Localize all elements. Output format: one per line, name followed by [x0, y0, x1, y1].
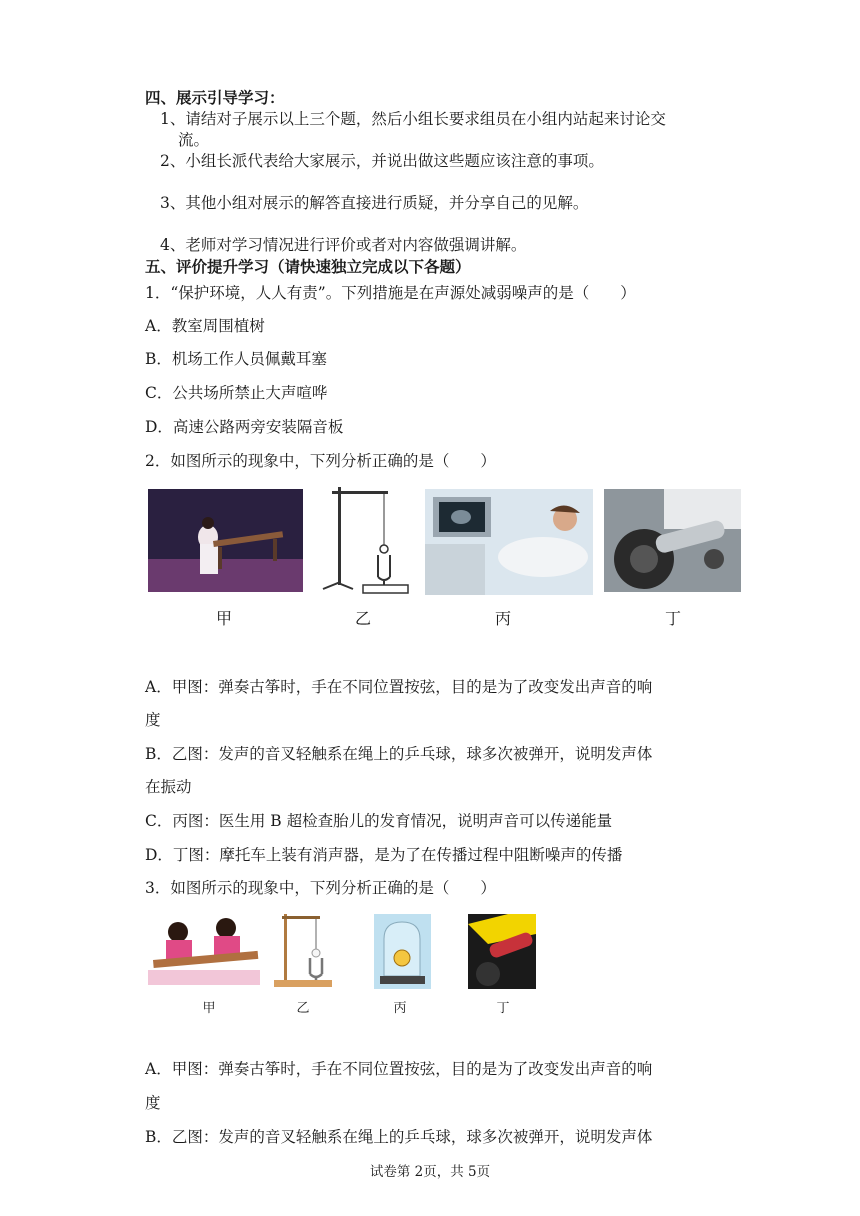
q2-caption-yi: 乙 [354, 609, 371, 628]
tuning-fork-ball-photo [270, 910, 335, 990]
q2-option-a-cont: 度 [145, 711, 161, 729]
page-footer: 试卷第 2页，共 5页 [369, 1164, 491, 1180]
ultrasound-exam-photo [425, 489, 593, 595]
section4-item-4: 4、老师对学习情况进行评价或者对内容做强调讲解。 [160, 236, 527, 254]
q1-stem: 1．“保护环境，人人有责”。下列措施是在声源处减弱噪声的是（ ） [145, 284, 636, 302]
girls-guzheng-photo [148, 910, 260, 985]
q2-option-a: A．甲图：弹奏古筝时，手在不同位置按弦，目的是为了改变发出声音的响 [145, 678, 653, 696]
q1-option-b: B．机场工作人员佩戴耳塞 [145, 350, 327, 368]
q2-option-c: C．丙图：医生用 B 超检查胎儿的发育情况，说明声音可以传递能量 [145, 812, 613, 830]
motorcycle-exhaust-photo [468, 914, 536, 989]
tuning-fork-ball-diagram [318, 485, 410, 595]
q2-caption-ding: 丁 [664, 609, 681, 628]
vacuum-bell-jar-photo [374, 914, 431, 989]
q3-caption-jia: 甲 [202, 1001, 216, 1016]
q2-caption-jia: 甲 [215, 609, 232, 628]
guzheng-performer-photo [148, 489, 303, 592]
q1-option-a: A．教室周围植树 [145, 317, 265, 335]
q3-option-a-cont: 度 [145, 1094, 161, 1112]
q3-caption-ding: 丁 [496, 1001, 510, 1016]
q3-stem: 3．如图所示的现象中，下列分析正确的是（ ） [145, 879, 496, 897]
q1-option-d: D．高速公路两旁安装隔音板 [145, 418, 344, 436]
q2-option-b-cont: 在振动 [145, 778, 192, 796]
q3-caption-bing: 丙 [393, 1001, 407, 1016]
q2-stem: 2．如图所示的现象中，下列分析正确的是（ ） [145, 452, 496, 470]
section4-item-2: 2、小组长派代表给大家展示，并说出做这些题应该注意的事项。 [160, 152, 604, 170]
q2-caption-bing: 丙 [494, 609, 511, 628]
section4-item-1-cont: 流。 [178, 131, 210, 149]
section5-heading: 五、评价提升学习（请快速独立完成以下各题） [145, 258, 471, 276]
q3-option-a: A．甲图：弹奏古筝时，手在不同位置按弦，目的是为了改变发出声音的响 [145, 1060, 653, 1078]
motorcycle-muffler-photo [604, 489, 741, 592]
q3-caption-yi: 乙 [296, 1001, 310, 1016]
section4-item-1: 1、请结对子展示以上三个题，然后小组长要求组员在小组内站起来讨论交 [160, 110, 666, 128]
q3-option-b: B．乙图：发声的音叉轻触系在绳上的乒乓球，球多次被弹开，说明发声体 [145, 1128, 653, 1146]
section4-item-3: 3、其他小组对展示的解答直接进行质疑，并分享自己的见解。 [160, 194, 589, 212]
q2-option-d: D．丁图：摩托车上装有消声器，是为了在传播过程中阻断噪声的传播 [145, 846, 623, 864]
section4-heading: 四、展示引导学习： [145, 89, 285, 107]
q2-option-b: B．乙图：发声的音叉轻触系在绳上的乒乓球，球多次被弹开，说明发声体 [145, 745, 653, 763]
q1-option-c: C．公共场所禁止大声喧哗 [145, 384, 328, 402]
